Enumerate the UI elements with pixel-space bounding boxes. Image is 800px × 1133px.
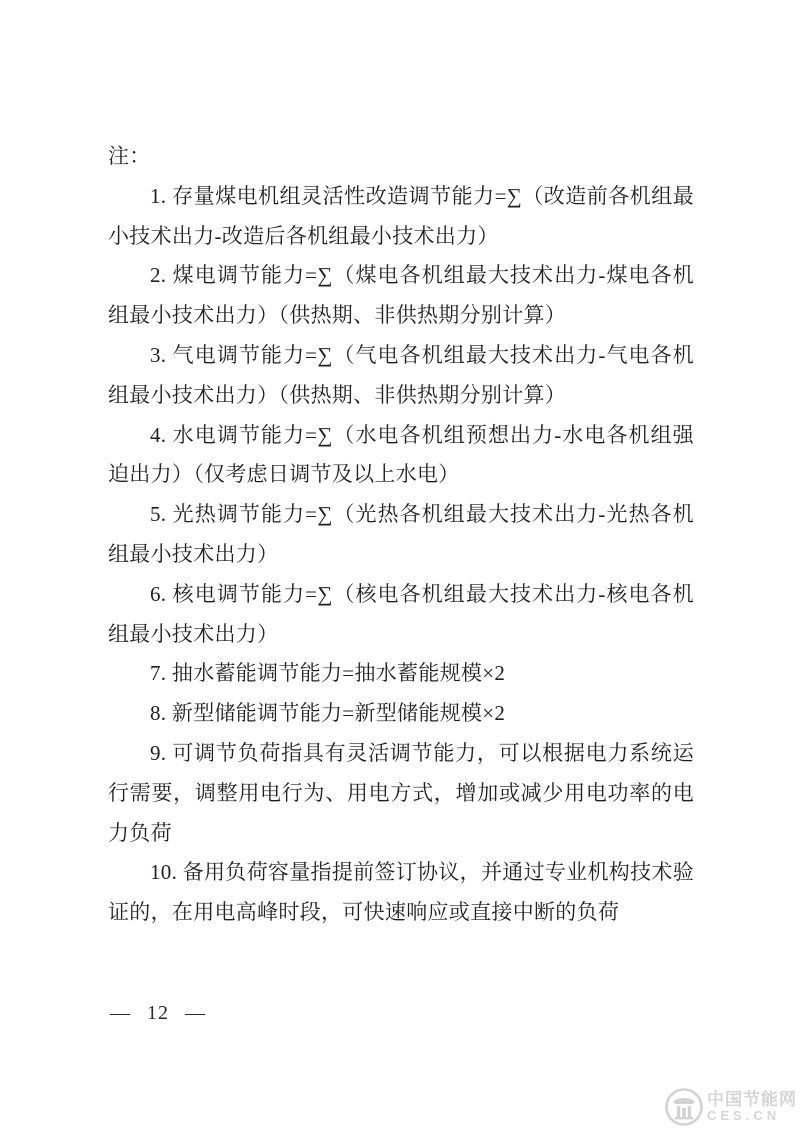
watermark-text <box>707 1091 797 1122</box>
note-item-6: 6. 核电调节能力=∑（核电各机组最大技术出力-核电各机组最小技术出力） <box>108 581 694 646</box>
page-number: — 12 — <box>110 1002 206 1024</box>
note-item-4: 4. 水电调节能力=∑（水电各机组预想出力-水电各机组强迫出力）（仅考虑日调节及以上水电） <box>108 422 694 487</box>
watermark-site-domain: CES.CN <box>707 1108 781 1124</box>
note-item-1: 1. 存量煤电机组灵活性改造调节能力=∑（改造前各机组最小技术出力-改造后各机组最小技术出力） <box>108 183 694 248</box>
note-item-9: 9. 可调节负荷指具有灵活调节能力，可以根据电力系统运行需要，调整用电行为、用电方式，增加或减少用电功率的电力负荷 <box>108 740 694 845</box>
note-item-8: 8. 新型储能调节能力=新型储能规模×2 <box>150 701 506 726</box>
notes-heading: 注： <box>108 144 151 168</box>
note-item-10: 10. 备用负荷容量指提前签订协议，并通过专业机构技术验证的，在用电高峰时段，可快速响应或直接中断的负荷 <box>108 860 694 925</box>
ces-logo-icon <box>663 1086 705 1128</box>
note-item-5: 5. 光热调节能力=∑（光热各机组最大技术出力-光热各机组最小技术出力） <box>108 502 694 566</box>
watermark-site-name: 中国节能网 <box>707 1090 797 1110</box>
note-item-3: 3. 气电调节能力=∑（气电各机组最大技术出力-气电各机组最小技术出力）（供热期、非供热期分别计算） <box>108 342 694 407</box>
notes-section <box>108 137 694 933</box>
note-item-2: 2. 煤电调节能力=∑（煤电各机组最大技术出力-煤电各机组最小技术出力）（供热期、非供热期分别计算） <box>108 263 694 328</box>
note-item-7: 7. 抽水蓄能调节能力=抽水蓄能规模×2 <box>150 661 506 686</box>
watermark <box>663 1086 797 1128</box>
